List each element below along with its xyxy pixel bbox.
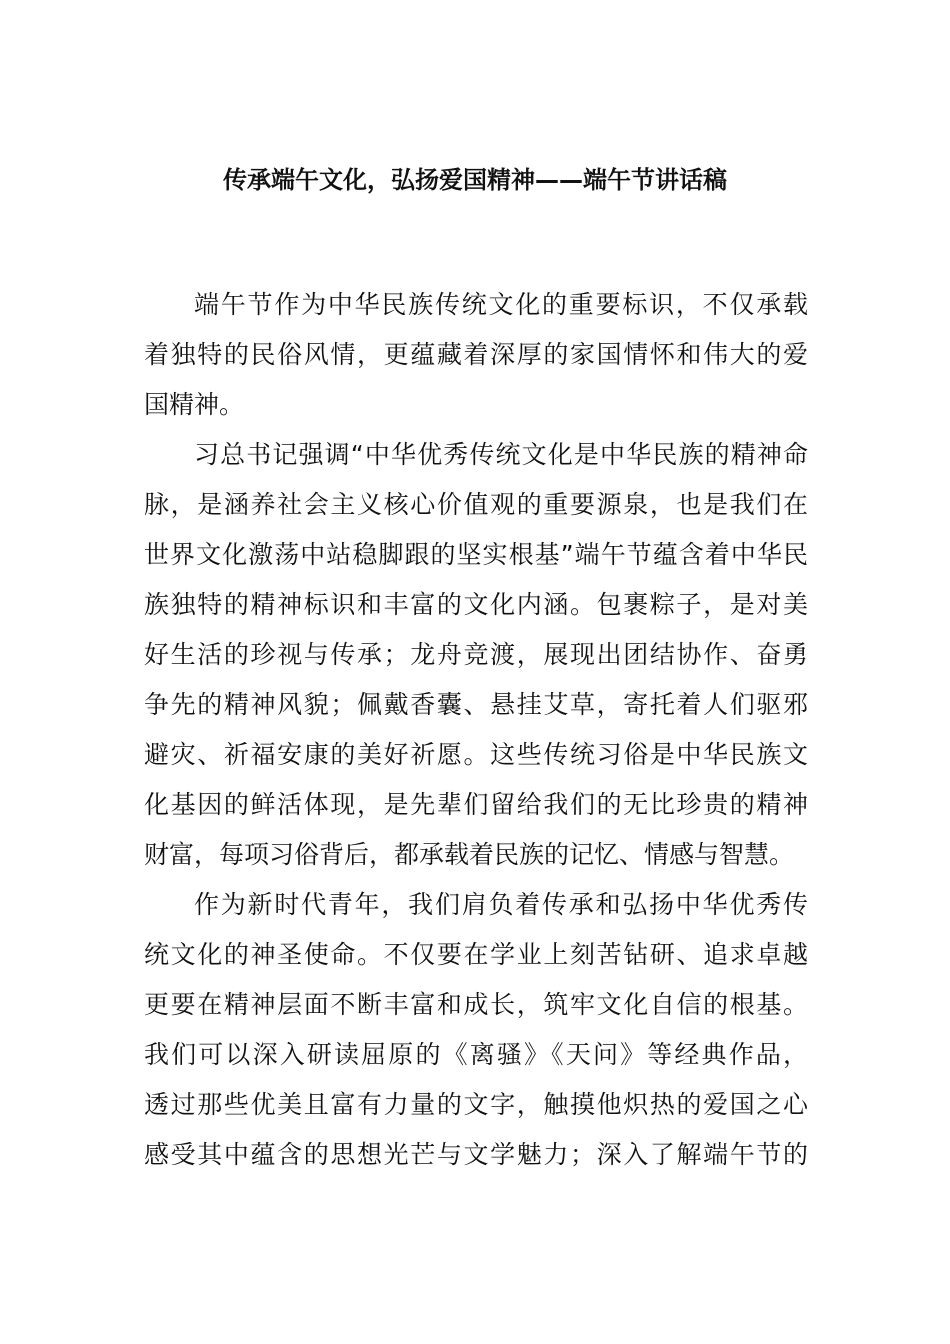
paragraph-line: 好生活的珍视与传承；龙舟竞渡，展现出团结协作、奋勇	[144, 640, 808, 669]
paragraph-line: 族独特的精神标识和丰富的文化内涵。包裹粽子，是对美	[144, 590, 808, 619]
document-title: 传承端午文化，弘扬爱国精神——端午节讲话稿	[223, 166, 727, 194]
paragraph-line: 脉，是涵养社会主义核心价值观的重要源泉，也是我们在	[144, 490, 808, 519]
paragraph-line: 习总书记强调“中华优秀传统文化是中华民族的精神命	[194, 440, 808, 469]
paragraph-line: 统文化的神圣使命。不仅要在学业上刻苦钻研、追求卓越	[144, 940, 808, 969]
paragraph-line: 端午节作为中华民族传统文化的重要标识，不仅承载	[194, 290, 808, 319]
paragraph-line: 争先的精神风貌；佩戴香囊、悬挂艾草，寄托着人们驱邪	[144, 690, 808, 719]
paragraph-line: 着独特的民俗风情，更蕴藏着深厚的家国情怀和伟大的爱	[144, 340, 808, 369]
paragraph-line: 国精神。	[144, 390, 245, 419]
paragraph-line: 财富，每项习俗背后，都承载着民族的记忆、情感与智慧。	[144, 840, 795, 869]
paragraph-3	[144, 880, 808, 1180]
paragraph-line: 作为新时代青年，我们肩负着传承和弘扬中华优秀传	[194, 890, 808, 919]
paragraph-line: 透过那些优美且富有力量的文字，触摸他炽热的爱国之心	[144, 1090, 808, 1119]
paragraph-line: 感受其中蕴含的思想光芒与文学魅力；深入了解端午节的	[144, 1140, 808, 1169]
document-body	[144, 280, 808, 1180]
paragraph-line: 更要在精神层面不断丰富和成长，筑牢文化自信的根基。	[144, 990, 808, 1019]
paragraph-line: 避灾、祈福安康的美好祈愿。这些传统习俗是中华民族文	[144, 740, 808, 769]
paragraph-line: 化基因的鲜活体现，是先辈们留给我们的无比珍贵的精神	[144, 790, 808, 819]
paragraph-line: 我们可以深入研读屈原的《离骚》《天问》等经典作品，	[144, 1040, 808, 1069]
paragraph-2	[144, 430, 808, 880]
paragraph-1	[144, 280, 808, 430]
paragraph-line: 世界文化激荡中站稳脚跟的坚实根基”端午节蕴含着中华民	[144, 540, 808, 569]
